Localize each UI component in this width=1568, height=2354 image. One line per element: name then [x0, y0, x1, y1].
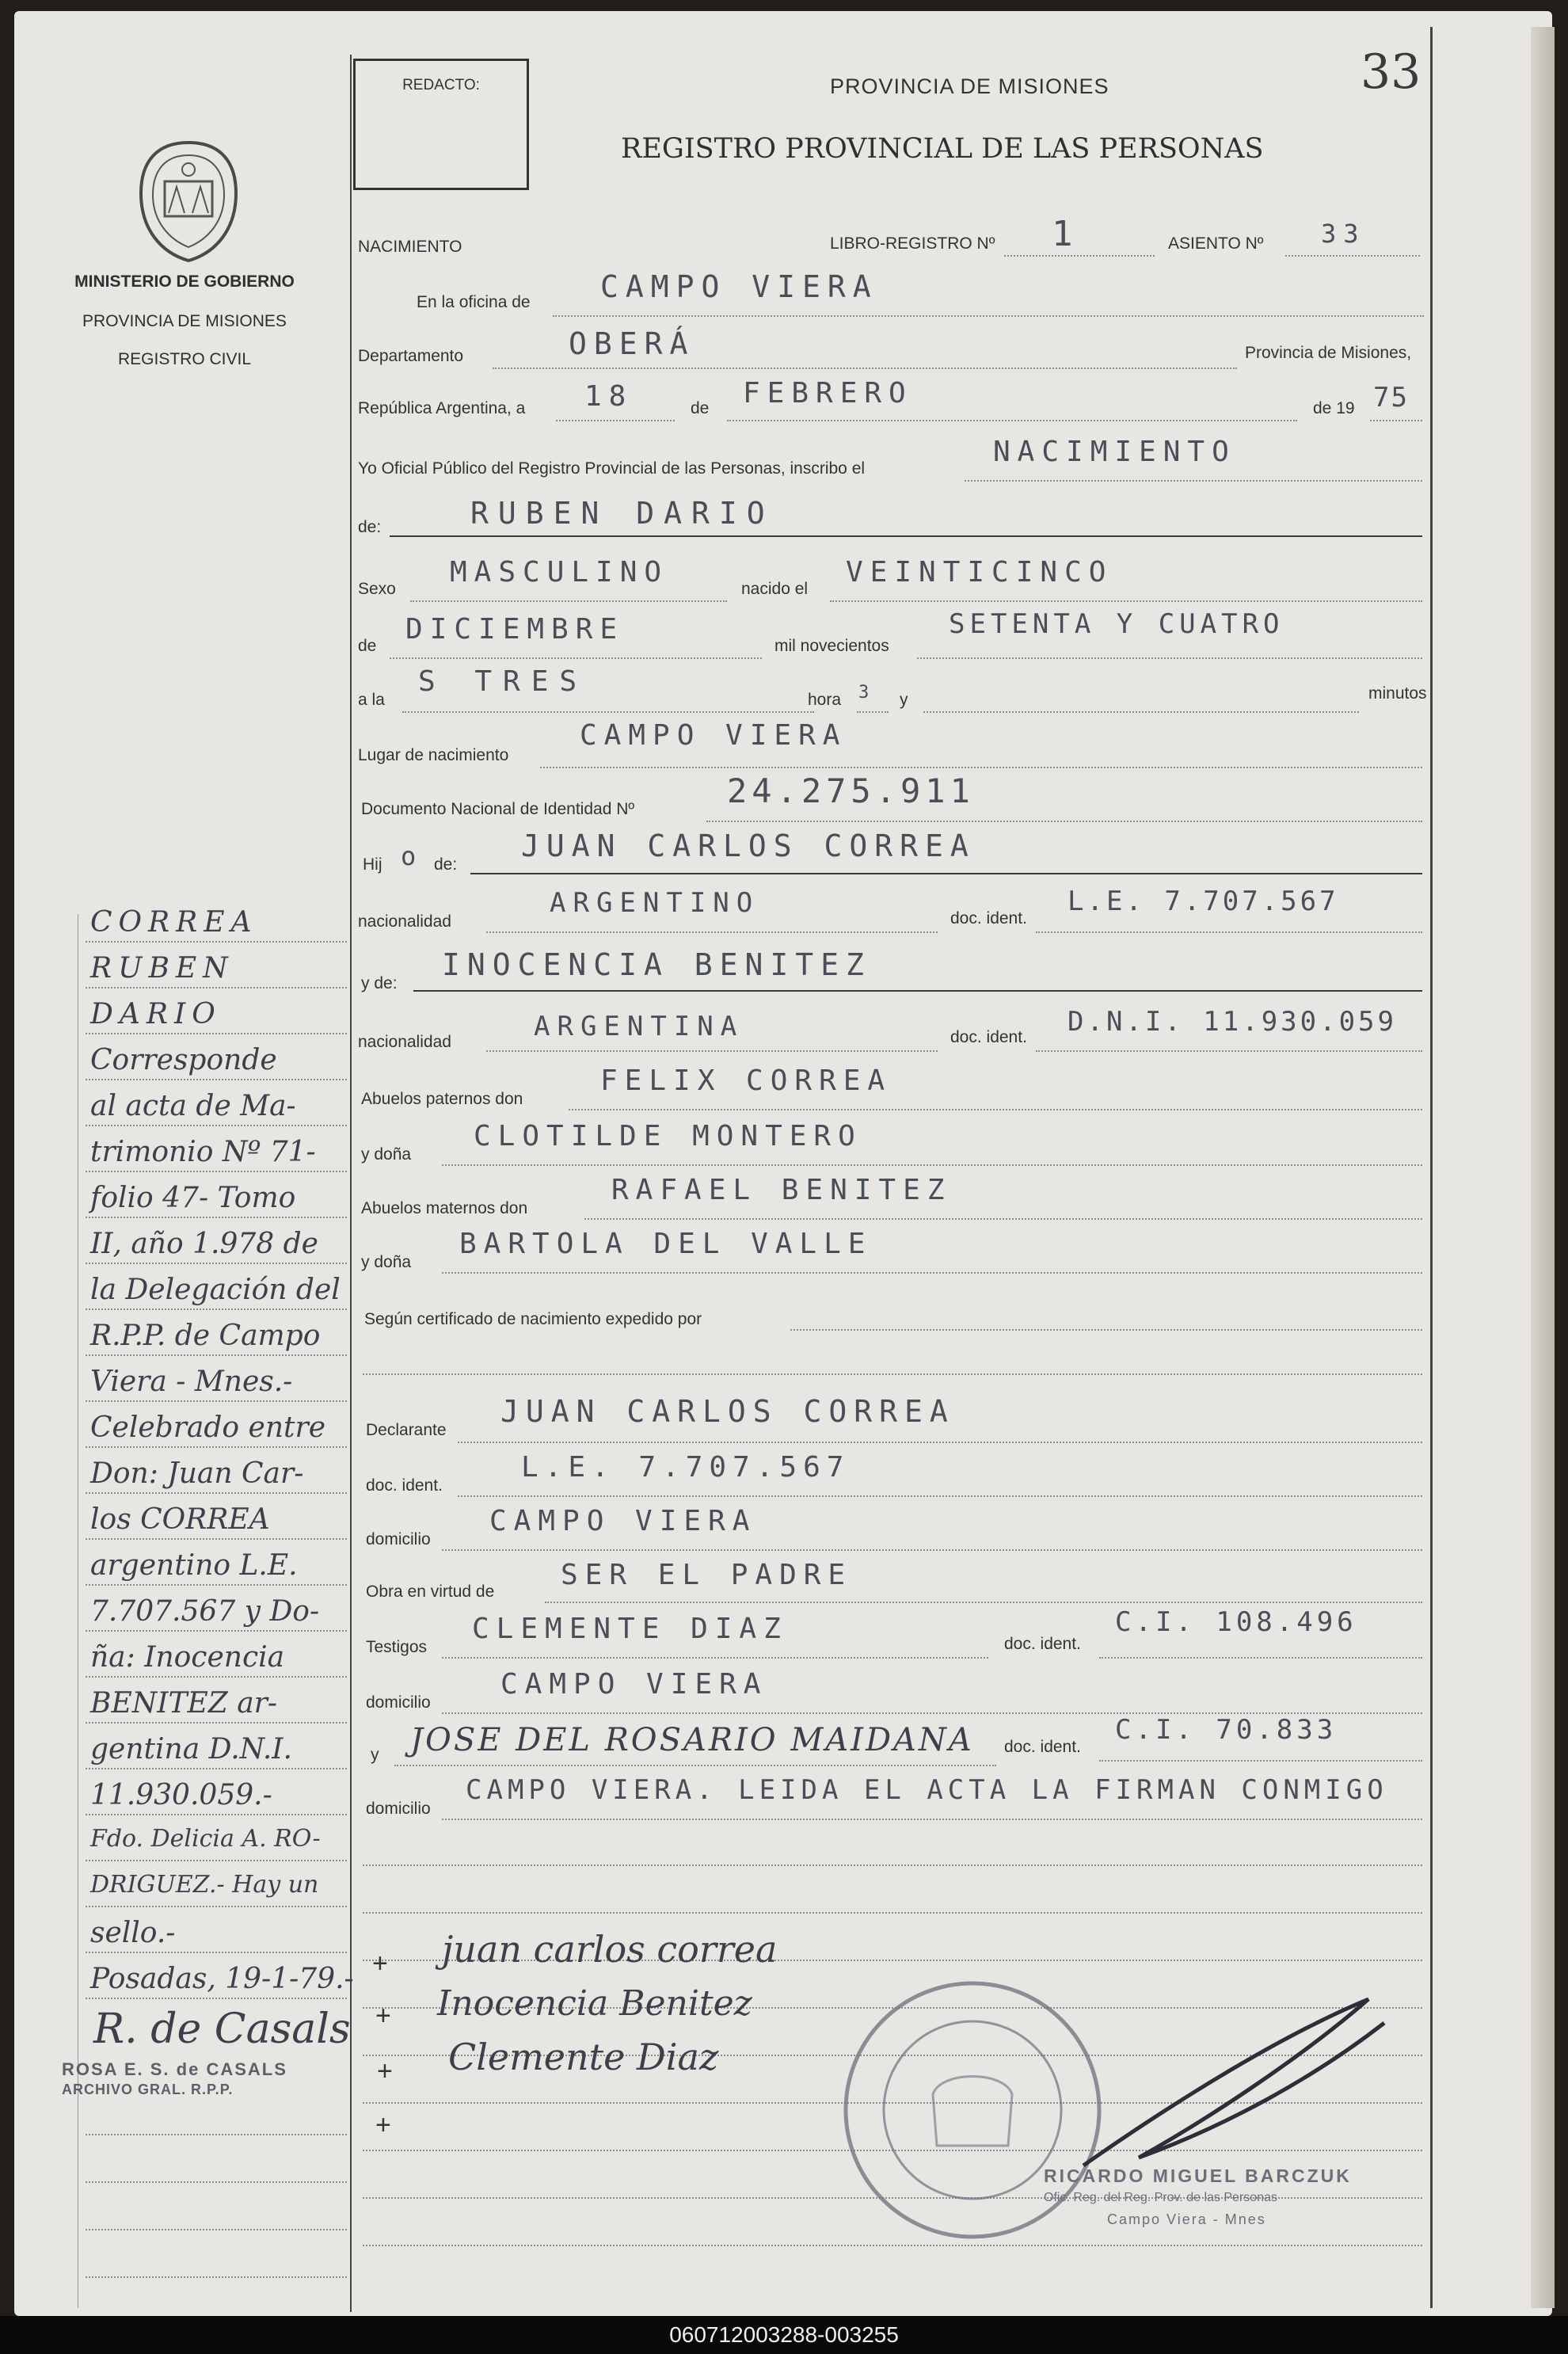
- margin-note-line: la Delegación del: [90, 1274, 341, 1306]
- asiento-line: [1285, 255, 1420, 257]
- mes-line: [727, 420, 1297, 421]
- register-page: [14, 11, 1552, 2316]
- abuelo-pat-line: [569, 1109, 1422, 1110]
- departamento-label: Departamento: [358, 347, 464, 365]
- margin-note-line: Corresponde: [90, 1044, 277, 1076]
- hora-label: hora: [808, 691, 842, 709]
- stamp-officer-role: Ofic. Reg. del Reg. Prov. de las Personas: [1044, 2191, 1277, 2204]
- cross-mark: +: [377, 2056, 393, 2086]
- closing-line-rule: [363, 1865, 1422, 1866]
- ministry-label: MINISTERIO DE GOBIERNO: [74, 272, 295, 291]
- padre-doc-value: L.E. 7.707.567: [1068, 886, 1339, 917]
- abuelo-mat-value: RAFAEL BENITEZ: [611, 1174, 952, 1206]
- margin-note-line: los CORREA: [90, 1503, 270, 1536]
- page-edge: [1531, 27, 1555, 2308]
- anio-line: [1370, 420, 1422, 421]
- nac-mes-line: [390, 657, 762, 659]
- minutos-line: [923, 711, 1359, 713]
- blank-line: [363, 1912, 1422, 1914]
- testigo2-line: [394, 1765, 996, 1766]
- padre-doc-line: [1036, 931, 1422, 933]
- signature-mother: Inocencia Benitez: [437, 1983, 752, 2024]
- anio-prefix: de 19: [1313, 399, 1355, 417]
- registry-header: REGISTRO PROVINCIAL DE LAS PERSONAS: [621, 133, 1264, 165]
- page-number: 33: [1361, 44, 1421, 100]
- margin-note-line: 11.930.059.-: [90, 1779, 272, 1811]
- madre-line: [413, 990, 1422, 992]
- lugar-line: [540, 767, 1422, 768]
- departamento-line: [493, 368, 1237, 369]
- declarante-dom-line: [442, 1549, 1422, 1551]
- nacido-line: [830, 600, 1422, 602]
- padre-nac-value: ARGENTINO: [550, 887, 760, 919]
- signature-witness: Clemente Diaz: [448, 2036, 719, 2078]
- act-type-label: NACIMIENTO: [358, 238, 462, 256]
- officer-signature: [1068, 1991, 1400, 2173]
- dia-line: [556, 420, 675, 421]
- testigo2-doc-value: C.I. 70.833: [1115, 1714, 1338, 1746]
- minutos-label: minutos: [1368, 684, 1427, 703]
- doc-ident-label-2: doc. ident.: [950, 1028, 1027, 1046]
- margin-note-line: folio 47- Tomo: [90, 1182, 296, 1214]
- testigo1-dom-value: CAMPO VIERA: [500, 1668, 768, 1701]
- libro-label: LIBRO-REGISTRO Nº: [830, 234, 995, 253]
- cross-mark: +: [372, 1948, 388, 1979]
- abuela-pat-line: [442, 1164, 1422, 1166]
- madre-nac-line: [486, 1050, 938, 1052]
- margin-note-line: gentina D.N.I.: [90, 1733, 292, 1766]
- hijo-de-label: de:: [434, 855, 458, 874]
- margin-note-line: Viera - Mnes.-: [90, 1366, 293, 1398]
- doc-ident-label-3: doc. ident.: [366, 1476, 443, 1495]
- oficial-text: Yo Oficial Público del Registro Provincial de las Personas, inscribo el: [358, 459, 866, 478]
- asiento-value: 33: [1321, 219, 1366, 249]
- margin-note-line: DRIGUEZ.- Hay un: [90, 1871, 319, 1899]
- doc-ident-label: doc. ident.: [950, 909, 1027, 928]
- obra-label: Obra en virtud de: [366, 1583, 495, 1601]
- y-label: y: [900, 691, 908, 709]
- y-dona-label-2: y doña: [361, 1253, 412, 1271]
- hijo-suffix: o: [401, 841, 417, 871]
- y-de-label: y de:: [361, 974, 398, 992]
- sexo-line: [410, 600, 727, 602]
- de-label: de: [691, 399, 710, 417]
- margin-note-line: RUBEN: [90, 952, 234, 985]
- margin-note-line: Fdo. Delicia A. RO-: [90, 1825, 321, 1853]
- dni-value: 24.275.911: [727, 771, 975, 810]
- de-name-label: de:: [358, 518, 382, 536]
- testigo2-dom-line: [442, 1819, 1422, 1820]
- declarante-label: Declarante: [366, 1421, 447, 1439]
- segun-line-2: [363, 1373, 1422, 1375]
- domicilio-label-3: domicilio: [366, 1800, 431, 1818]
- nacionalidad-label-2: nacionalidad: [358, 1033, 451, 1051]
- sexo-value: MASCULINO: [450, 556, 669, 588]
- margin-note-line: Posadas, 19-1-79.-: [90, 1963, 354, 1995]
- margin-note-line: ña: Inocencia: [90, 1641, 285, 1674]
- a-la-value: S TRES: [418, 665, 588, 698]
- segun-line: [790, 1329, 1422, 1331]
- stamp-officer-name: RICARDO MIGUEL BARCZUK: [1044, 2165, 1352, 2186]
- provincia-suffix: Provincia de Misiones,: [1245, 344, 1412, 362]
- abuelo-mat-line: [584, 1218, 1422, 1220]
- segun-label: Según certificado de nacimiento expedido por: [364, 1310, 702, 1328]
- lugar-value: CAMPO VIERA: [580, 719, 847, 752]
- madre-nac-value: ARGENTINA: [534, 1011, 744, 1042]
- nacionalidad-label: nacionalidad: [358, 912, 451, 931]
- province-label: PROVINCIA DE MISIONES: [82, 312, 287, 330]
- y-dona-label: y doña: [361, 1145, 412, 1164]
- nombre-line: [390, 535, 1422, 537]
- dni-line: [706, 821, 1422, 822]
- testigos-label: Testigos: [366, 1638, 428, 1656]
- lugar-label: Lugar de nacimiento: [358, 746, 509, 764]
- margin-signature: R. de Casals: [93, 2005, 351, 2053]
- right-margin-line: [1430, 27, 1433, 2308]
- cross-mark: +: [375, 2110, 391, 2140]
- margin-stamp-name: ROSA E. S. de CASALS: [62, 2059, 287, 2079]
- redacto-label: REDACTO:: [402, 77, 480, 93]
- margin-note-line: CORREA: [90, 906, 258, 939]
- oficina-value: CAMPO VIERA: [600, 269, 878, 304]
- inscribo-value: NACIMIENTO: [993, 436, 1236, 468]
- nac-mes-value: DICIEMBRE: [405, 613, 625, 646]
- declarante-doc-line: [458, 1495, 1422, 1497]
- margin-stamp-role: ARCHIVO GRAL. R.P.P.: [62, 2082, 234, 2097]
- oficina-label: En la oficina de: [417, 293, 531, 311]
- margin-note-line: trimonio Nº 71-: [90, 1136, 316, 1168]
- abuelo-pat-value: FELIX CORREA: [600, 1065, 892, 1097]
- abuela-mat-value: BARTOLA DEL VALLE: [459, 1228, 873, 1260]
- testigo1-line: [442, 1657, 988, 1659]
- domicilio-label-2: domicilio: [366, 1693, 431, 1712]
- margin-note-line: DARIO: [90, 998, 222, 1030]
- asiento-label: ASIENTO Nº: [1168, 234, 1264, 253]
- hora-value: 3: [858, 683, 870, 703]
- padre-nac-line: [486, 931, 938, 933]
- testigo2-dom-value: CAMPO VIERA. LEIDA EL ACTA LA FIRMAN CONMIGO: [466, 1774, 1388, 1806]
- abuelos-pat-label: Abuelos paternos don: [361, 1090, 523, 1108]
- coat-of-arms-seal: [133, 138, 244, 265]
- doc-ident-label-4: doc. ident.: [1004, 1635, 1081, 1653]
- a-la-label: a la: [358, 691, 385, 709]
- margin-note-line: R.P.P. de Campo: [90, 1320, 321, 1352]
- margin-note-line: II, año 1.978 de: [90, 1228, 318, 1260]
- anio-value: 75: [1373, 382, 1409, 413]
- mil-value: SETENTA Y CUATRO: [949, 608, 1284, 640]
- nacido-value: VEINTICINCO: [846, 556, 1113, 588]
- mil-line: [917, 657, 1422, 659]
- blank-line: [363, 2245, 1422, 2246]
- margin-note-line: al acta de Ma-: [90, 1090, 296, 1122]
- testigo2-value: JOSE DEL ROSARIO MAIDANA: [410, 1722, 974, 1758]
- padre-line: [470, 873, 1422, 874]
- departamento-value: OBERÁ: [569, 326, 695, 361]
- cross-mark: +: [375, 2001, 391, 2031]
- margin-note-line: BENITEZ ar-: [90, 1687, 278, 1720]
- signature-father: juan carlos correa: [442, 1928, 778, 1971]
- madre-value: INOCENCIA BENITEZ: [442, 947, 871, 982]
- republica-label: República Argentina, a: [358, 399, 526, 417]
- a-la-line: [402, 711, 814, 713]
- obra-value: SER EL PADRE: [561, 1559, 853, 1591]
- oficina-line: [553, 315, 1424, 317]
- hora-line: [857, 711, 889, 713]
- testigo1-doc-line: [1099, 1657, 1422, 1659]
- padre-value: JUAN CARLOS CORREA: [521, 828, 976, 863]
- madre-doc-line: [1036, 1050, 1422, 1052]
- abuela-mat-line: [442, 1272, 1422, 1274]
- abuelos-mat-label: Abuelos maternos don: [361, 1199, 528, 1217]
- document-id: 060712003288-003255: [669, 2322, 899, 2347]
- margin-note-line: Celebrado entre: [90, 1411, 326, 1444]
- mil-label: mil novecientos: [774, 637, 889, 655]
- testigo2-doc-line: [1099, 1760, 1422, 1762]
- testigo1-value: CLEMENTE DIAZ: [472, 1613, 788, 1645]
- obra-line: [545, 1602, 1422, 1603]
- margin-note-line: sello.-: [90, 1917, 176, 1949]
- nacido-label: nacido el: [741, 580, 809, 598]
- scan-footer: [0, 2316, 1568, 2354]
- dni-label: Documento Nacional de Identidad Nº: [361, 800, 635, 818]
- margin-note-line: 7.707.567 y Do-: [90, 1595, 320, 1628]
- madre-doc-value: D.N.I. 11.930.059: [1068, 1006, 1397, 1038]
- declarante-dom-value: CAMPO VIERA: [489, 1505, 757, 1537]
- de-mes-label: de: [358, 637, 377, 655]
- declarante-line: [458, 1442, 1422, 1443]
- registro-civil-label: REGISTRO CIVIL: [117, 350, 252, 368]
- declarante-value: JUAN CARLOS CORREA: [500, 1394, 955, 1429]
- redacto-box: [353, 59, 529, 190]
- dia-value: 18: [584, 380, 634, 413]
- inscribo-line: [965, 480, 1422, 482]
- domicilio-label: domicilio: [366, 1530, 431, 1548]
- doc-ident-label-5: doc. ident.: [1004, 1738, 1081, 1756]
- libro-value: 1: [1052, 214, 1080, 254]
- abuela-pat-value: CLOTILDE MONTERO: [474, 1120, 862, 1152]
- margin-note-line: Don: Juan Car-: [90, 1457, 304, 1490]
- nombre-value: RUBEN DARIO: [470, 496, 774, 531]
- declarante-doc-value: L.E. 7.707.567: [521, 1451, 851, 1484]
- hijo-label: Hij: [363, 855, 382, 874]
- province-header: PROVINCIA DE MISIONES: [830, 74, 1109, 98]
- stamp-place: Campo Viera - Mnes: [1107, 2211, 1266, 2227]
- y-label-2: y: [371, 1746, 379, 1764]
- mes-value: FEBRERO: [743, 377, 913, 409]
- sexo-label: Sexo: [358, 580, 396, 598]
- libro-line: [1004, 255, 1155, 257]
- margin-note-line: argentino L.E.: [90, 1549, 298, 1582]
- testigo1-doc-value: C.I. 108.496: [1115, 1606, 1357, 1638]
